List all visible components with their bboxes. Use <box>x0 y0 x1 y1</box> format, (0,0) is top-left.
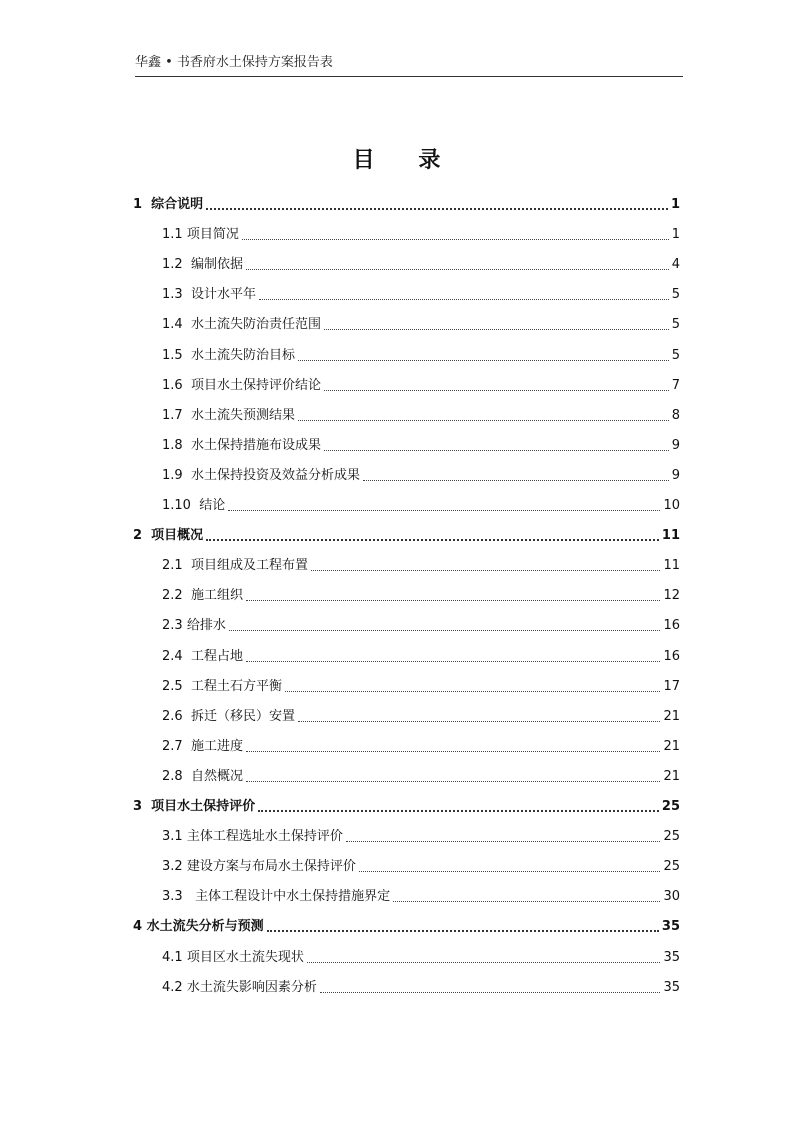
toc-entry-page: 8 <box>671 407 680 423</box>
toc-entry-number: 2.1 <box>162 558 183 574</box>
toc-dot-leader <box>246 780 660 782</box>
toc-entry-title: 工程土石方平衡 <box>190 678 282 694</box>
toc-entry-page: 25 <box>663 829 680 845</box>
toc-dot-leader <box>298 359 669 361</box>
toc-entry[interactable] <box>162 854 680 880</box>
toc-dot-leader <box>285 690 660 692</box>
toc-entry[interactable] <box>133 794 680 820</box>
toc-entry-spacer <box>183 734 191 760</box>
toc-dot-leader <box>324 449 669 451</box>
toc-entry[interactable] <box>162 252 680 278</box>
toc-entry-page: 16 <box>663 648 680 664</box>
toc-entry-number: 1 <box>133 197 143 212</box>
toc-entry[interactable] <box>162 403 680 429</box>
toc-entry-title: 主体工程选址水土保持评价 <box>186 829 343 845</box>
toc-dot-leader <box>346 840 661 842</box>
toc-entry[interactable] <box>162 824 680 850</box>
toc-entry-page: 5 <box>671 287 680 303</box>
toc-entry-title: 水土保持措施布设成果 <box>190 437 321 453</box>
toc-dot-leader <box>228 509 660 511</box>
toc-dot-leader <box>246 599 660 601</box>
toc-dot-leader <box>267 929 659 932</box>
toc-entry-page: 35 <box>663 979 680 995</box>
toc-dot-leader <box>242 238 669 240</box>
toc-entry[interactable] <box>162 373 680 399</box>
toc-entry-number: 2.8 <box>162 768 183 784</box>
toc-entry-number: 1.7 <box>162 407 183 423</box>
toc-dot-leader <box>246 660 660 662</box>
toc-entry-page: 35 <box>661 919 680 935</box>
toc-dot-leader <box>307 961 661 963</box>
toc-entry-spacer <box>183 583 191 609</box>
toc-entry-title: 项目组成及工程布置 <box>190 558 308 574</box>
toc-entry[interactable] <box>162 553 680 579</box>
toc-entry-page: 11 <box>663 558 680 574</box>
toc-entry-spacer <box>142 523 151 549</box>
toc-entry[interactable] <box>162 493 680 519</box>
toc-entry-number: 2.6 <box>162 708 183 724</box>
toc-entry-number: 2.4 <box>162 648 183 664</box>
toc-entry[interactable] <box>162 433 680 459</box>
toc-dot-leader <box>206 207 668 210</box>
toc-entry-number: 1.3 <box>162 287 183 303</box>
toc-entry-number: 3 <box>133 799 143 814</box>
toc-entry-page: 21 <box>663 708 680 724</box>
toc-entry-spacer <box>142 192 151 218</box>
toc-entry-number: 2.3 <box>162 618 183 634</box>
toc-entry-page: 5 <box>671 347 680 363</box>
toc-entry-title: 拆迁（移民）安置 <box>190 708 295 724</box>
toc-dot-leader <box>324 328 669 330</box>
toc-entry[interactable] <box>162 463 680 489</box>
toc-entry-page: 9 <box>671 437 680 453</box>
toc-entry-spacer <box>183 463 191 489</box>
toc-entry-number: 1.4 <box>162 317 183 333</box>
toc-dot-leader <box>206 538 659 541</box>
toc-dot-leader <box>246 750 660 752</box>
toc-entry-title: 水土流失防治目标 <box>190 347 295 363</box>
toc-entry-spacer <box>183 312 191 338</box>
page-header <box>135 54 683 77</box>
toc-entry-number: 1.2 <box>162 257 183 273</box>
toc-dot-leader <box>298 720 660 722</box>
toc-entry-spacer <box>183 553 191 579</box>
toc-entry-title: 水土流失防治责任范围 <box>190 317 321 333</box>
toc-entry-spacer <box>183 644 191 670</box>
toc-entry-title: 工程占地 <box>190 648 243 664</box>
toc-entry[interactable] <box>162 222 680 248</box>
toc-entry-page: 12 <box>663 588 680 604</box>
toc-entry-page: 10 <box>663 498 680 513</box>
toc-dot-leader <box>298 419 669 421</box>
toc-entry-spacer <box>183 343 191 369</box>
toc-entry-number: 2 <box>133 528 143 544</box>
toc-entry-spacer <box>191 493 199 519</box>
toc-entry-number: 1.8 <box>162 437 183 453</box>
toc-entry-page: 17 <box>663 678 680 694</box>
toc-entry-page: 11 <box>661 528 680 544</box>
toc-dot-leader <box>229 629 661 631</box>
toc-entry-title: 给排水 <box>186 618 226 634</box>
toc-entry-number: 4.1 <box>162 949 183 965</box>
toc-entry-spacer <box>183 704 191 730</box>
toc-entry-title: 项目水土保持评价结论 <box>190 377 321 393</box>
toc-entry-page: 9 <box>671 467 680 483</box>
toc-entry-number: 2.7 <box>162 738 183 754</box>
toc-entry-spacer <box>183 764 191 790</box>
toc-entry-number: 1.5 <box>162 347 183 363</box>
toc-entry-spacer <box>183 884 195 910</box>
toc-entry-title: 项目区水土流失现状 <box>186 949 304 965</box>
toc-entry-number: 1.10 <box>162 498 191 513</box>
toc-entry[interactable] <box>133 192 680 218</box>
toc-entry-page: 21 <box>663 738 680 754</box>
toc-entry-number: 4.2 <box>162 979 183 995</box>
toc-entry-title: 设计水平年 <box>190 287 256 303</box>
toc-entry-title: 建设方案与布局水土保持评价 <box>186 859 356 875</box>
toc-entry[interactable] <box>162 312 680 338</box>
toc-entry-number: 4 <box>133 919 143 935</box>
toc-entry-spacer <box>183 252 191 278</box>
toc-entry-page: 4 <box>671 257 680 273</box>
toc-entry-page: 16 <box>663 618 680 634</box>
toc-entry-number: 3.1 <box>162 829 183 845</box>
toc-entry[interactable] <box>162 674 680 700</box>
toc-entry-spacer <box>183 282 191 308</box>
toc-dot-leader <box>393 900 660 902</box>
toc-entry-title: 水土流失影响因素分析 <box>186 979 317 995</box>
toc-entry-page: 5 <box>671 317 680 333</box>
toc-entry-spacer <box>142 794 151 820</box>
toc-entry-page: 1 <box>671 227 680 243</box>
toc-entry[interactable] <box>162 975 680 1001</box>
toc-entry-number: 3.2 <box>162 859 183 875</box>
toc-dot-leader <box>259 298 669 300</box>
header-text: 华鑫 • 书香府水土保持方案报告表 <box>135 55 333 70</box>
toc-entry-spacer <box>183 674 191 700</box>
toc-dot-leader <box>246 268 669 270</box>
toc-entry-title: 水土保持投资及效益分析成果 <box>190 467 360 483</box>
toc-entry-title: 项目概况 <box>151 528 204 544</box>
toc-dot-leader <box>311 569 660 571</box>
toc-entry[interactable] <box>162 764 680 790</box>
toc-entry-page: 30 <box>663 889 680 905</box>
toc-entry[interactable] <box>133 914 680 940</box>
toc-dot-leader <box>320 991 661 993</box>
toc-dot-leader <box>258 809 659 812</box>
toc-entry-title: 综合说明 <box>151 197 204 212</box>
toc-entry-title: 水土流失分析与预测 <box>146 919 264 935</box>
toc-entry-spacer <box>183 403 191 429</box>
toc-entry-number: 1.6 <box>162 377 183 393</box>
toc-entry-spacer <box>183 373 191 399</box>
toc-entry[interactable] <box>162 583 680 609</box>
toc-entry-number: 3.3 <box>162 889 183 905</box>
toc-entry-number: 1.1 <box>162 227 183 243</box>
toc-entry[interactable] <box>133 523 680 549</box>
toc-entry-page: 25 <box>661 799 680 814</box>
toc-entry[interactable] <box>162 945 680 971</box>
toc-entry-title: 水土流失预测结果 <box>190 407 295 423</box>
toc-entry[interactable] <box>162 282 680 308</box>
toc-entry-title: 项目水土保持评价 <box>151 799 256 814</box>
toc-entry[interactable] <box>162 734 680 760</box>
toc-entry[interactable] <box>162 343 680 369</box>
toc-entry-title: 施工组织 <box>190 588 243 604</box>
toc-entry-title: 自然概况 <box>190 768 243 784</box>
toc-entry-number: 1.9 <box>162 467 183 483</box>
toc-entry-title: 结论 <box>199 498 226 513</box>
toc-entry-spacer <box>183 433 191 459</box>
toc-entry[interactable] <box>162 613 680 639</box>
toc-dot-leader <box>363 479 669 481</box>
toc-entry[interactable] <box>162 644 680 670</box>
toc-entry-page: 25 <box>663 859 680 875</box>
toc-entry-title: 主体工程设计中水土保持措施界定 <box>195 889 391 905</box>
toc-entry-title: 编制依据 <box>190 257 243 273</box>
toc-entry[interactable] <box>162 884 680 910</box>
toc-dot-leader <box>324 389 669 391</box>
toc-dot-leader <box>359 870 661 872</box>
toc-entry-title: 施工进度 <box>190 738 243 754</box>
toc-entry-title: 项目简况 <box>186 227 239 243</box>
toc-entry-page: 7 <box>671 377 680 393</box>
toc-entry-page: 21 <box>663 768 680 784</box>
toc-entry-page: 1 <box>670 197 680 212</box>
toc-entry-number: 2.5 <box>162 678 183 694</box>
toc-entry-number: 2.2 <box>162 588 183 604</box>
page-title: 目 录 <box>352 148 459 173</box>
toc-entry-page: 35 <box>663 949 680 965</box>
toc-entry[interactable] <box>162 704 680 730</box>
